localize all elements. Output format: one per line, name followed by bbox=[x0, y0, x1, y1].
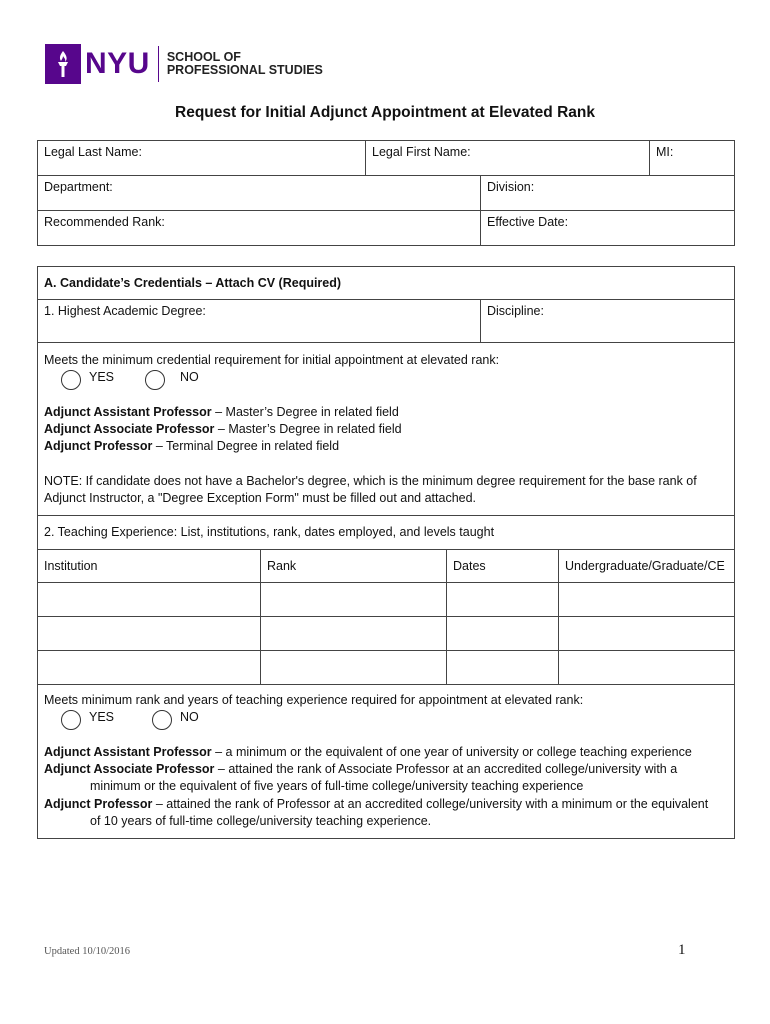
rank-no-label: NO bbox=[180, 710, 199, 724]
req-associate-title: Adjunct Associate Professor bbox=[44, 422, 215, 436]
table-cell-dates-2[interactable] bbox=[446, 616, 559, 651]
logo-subtitle bbox=[167, 51, 323, 77]
exp-assistant-text: – a minimum or the equivalent of one year of university or college teaching experience bbox=[211, 745, 692, 759]
division-field[interactable] bbox=[480, 175, 735, 211]
col-header-levels-text: Undergraduate/Graduate/CE bbox=[565, 559, 725, 573]
col-header-dates-text: Dates bbox=[453, 559, 486, 573]
req-associate-text: – Master’s Degree in related field bbox=[214, 422, 402, 436]
exp-associate bbox=[44, 761, 677, 779]
updated-date: Updated 10/10/2016 bbox=[44, 946, 131, 957]
col-header-institution bbox=[37, 549, 261, 583]
credential-question: Meets the minimum credential requirement for initial appointment at elevated rank: bbox=[44, 353, 500, 367]
form-title: Request for Initial Adjunct Appointment at Elevated Rank bbox=[175, 104, 595, 121]
recommended-rank-label: Recommended Rank: bbox=[44, 215, 165, 229]
exp-professor bbox=[44, 796, 708, 814]
exp-assistant bbox=[44, 744, 692, 762]
req-assistant bbox=[44, 404, 399, 422]
effective-date-field[interactable] bbox=[480, 210, 735, 246]
table-cell-rank-2[interactable] bbox=[260, 616, 447, 651]
table-cell-dates-3[interactable] bbox=[446, 650, 559, 685]
exp-associate-cont: minimum or the equivalent of five years of full-time college/university teaching experience bbox=[90, 779, 584, 793]
req-associate bbox=[44, 421, 402, 439]
credential-no-label: NO bbox=[180, 370, 199, 384]
exp-associate-title: Adjunct Associate Professor bbox=[44, 762, 215, 776]
table-cell-institution-1[interactable] bbox=[37, 582, 261, 617]
col-header-levels bbox=[558, 549, 735, 583]
highest-degree-label: 1. Highest Academic Degree: bbox=[44, 304, 206, 318]
col-header-institution-text: Institution bbox=[44, 559, 98, 573]
exp-professor-cont: of 10 years of full-time college/university teaching experience. bbox=[90, 814, 432, 828]
req-professor bbox=[44, 438, 339, 456]
table-cell-dates-1[interactable] bbox=[446, 582, 559, 617]
rank-yes-radio[interactable] bbox=[61, 710, 81, 730]
torch-icon bbox=[45, 44, 81, 84]
discipline-label: Discipline: bbox=[487, 304, 544, 318]
page-number: 1 bbox=[678, 942, 686, 958]
section-a-heading bbox=[37, 266, 735, 300]
department-field[interactable] bbox=[37, 175, 481, 211]
credential-yes-radio[interactable] bbox=[61, 370, 81, 390]
table-cell-levels-3[interactable] bbox=[558, 650, 735, 685]
division-label: Division: bbox=[487, 180, 535, 194]
legal-first-name-label: Legal First Name: bbox=[372, 145, 471, 159]
exp-professor-text: – attained the rank of Professor at an accredited college/university with a minimum or the equivalent bbox=[152, 797, 709, 811]
mi-field[interactable] bbox=[649, 140, 735, 176]
table-cell-institution-3[interactable] bbox=[37, 650, 261, 685]
note-line-1: NOTE: If candidate does not have a Bachelor's degree, which is the minimum degree requirement for the base rank of bbox=[44, 474, 697, 488]
discipline-field[interactable] bbox=[480, 299, 735, 343]
col-header-rank-text: Rank bbox=[267, 559, 297, 573]
logo-subtitle-line2: PROFESSIONAL STUDIES bbox=[166, 63, 323, 77]
credential-yes-label: YES bbox=[89, 370, 115, 384]
recommended-rank-field[interactable] bbox=[37, 210, 481, 246]
rank-no-radio[interactable] bbox=[152, 710, 172, 730]
col-header-dates bbox=[446, 549, 559, 583]
legal-last-name-label: Legal Last Name: bbox=[44, 145, 142, 159]
rank-question: Meets minimum rank and years of teaching experience required for appointment at elevated rank: bbox=[44, 693, 584, 707]
table-cell-levels-1[interactable] bbox=[558, 582, 735, 617]
legal-last-name-field[interactable] bbox=[37, 140, 366, 176]
table-cell-institution-2[interactable] bbox=[37, 616, 261, 651]
table-cell-rank-1[interactable] bbox=[260, 582, 447, 617]
exp-professor-title: Adjunct Professor bbox=[44, 797, 153, 811]
legal-first-name-field[interactable] bbox=[365, 140, 650, 176]
req-professor-text: – Terminal Degree in related field bbox=[152, 439, 340, 453]
rank-yes-label: YES bbox=[89, 710, 115, 724]
teaching-experience-heading bbox=[37, 515, 735, 550]
req-assistant-title: Adjunct Assistant Professor bbox=[44, 405, 212, 419]
table-cell-rank-3[interactable] bbox=[260, 650, 447, 685]
exp-assistant-title: Adjunct Assistant Professor bbox=[44, 745, 212, 759]
col-header-rank bbox=[260, 549, 447, 583]
exp-associate-text: – attained the rank of Associate Professor at an accredited college/university with a bbox=[214, 762, 678, 776]
logo-divider bbox=[158, 46, 159, 82]
teaching-experience-heading-text: 2. Teaching Experience: List, institutions, rank, dates employed, and levels taught bbox=[44, 525, 495, 539]
mi-label: MI: bbox=[656, 145, 674, 159]
highest-degree-field[interactable] bbox=[37, 299, 481, 343]
department-label: Department: bbox=[44, 180, 113, 194]
req-assistant-text: – Master’s Degree in related field bbox=[211, 405, 399, 419]
req-professor-title: Adjunct Professor bbox=[44, 439, 153, 453]
table-cell-levels-2[interactable] bbox=[558, 616, 735, 651]
logo-subtitle-line1: SCHOOL OF bbox=[166, 50, 241, 64]
credential-no-radio[interactable] bbox=[145, 370, 165, 390]
logo-nyu-text: NYU bbox=[85, 47, 150, 80]
section-a-heading-text: A. Candidate’s Credentials – Attach CV (Required) bbox=[44, 276, 342, 290]
effective-date-label: Effective Date: bbox=[487, 215, 569, 229]
note-line-2: Adjunct Instructor, a "Degree Exception Form" must be filled out and attached. bbox=[44, 491, 477, 505]
nyu-sps-logo bbox=[45, 44, 323, 84]
